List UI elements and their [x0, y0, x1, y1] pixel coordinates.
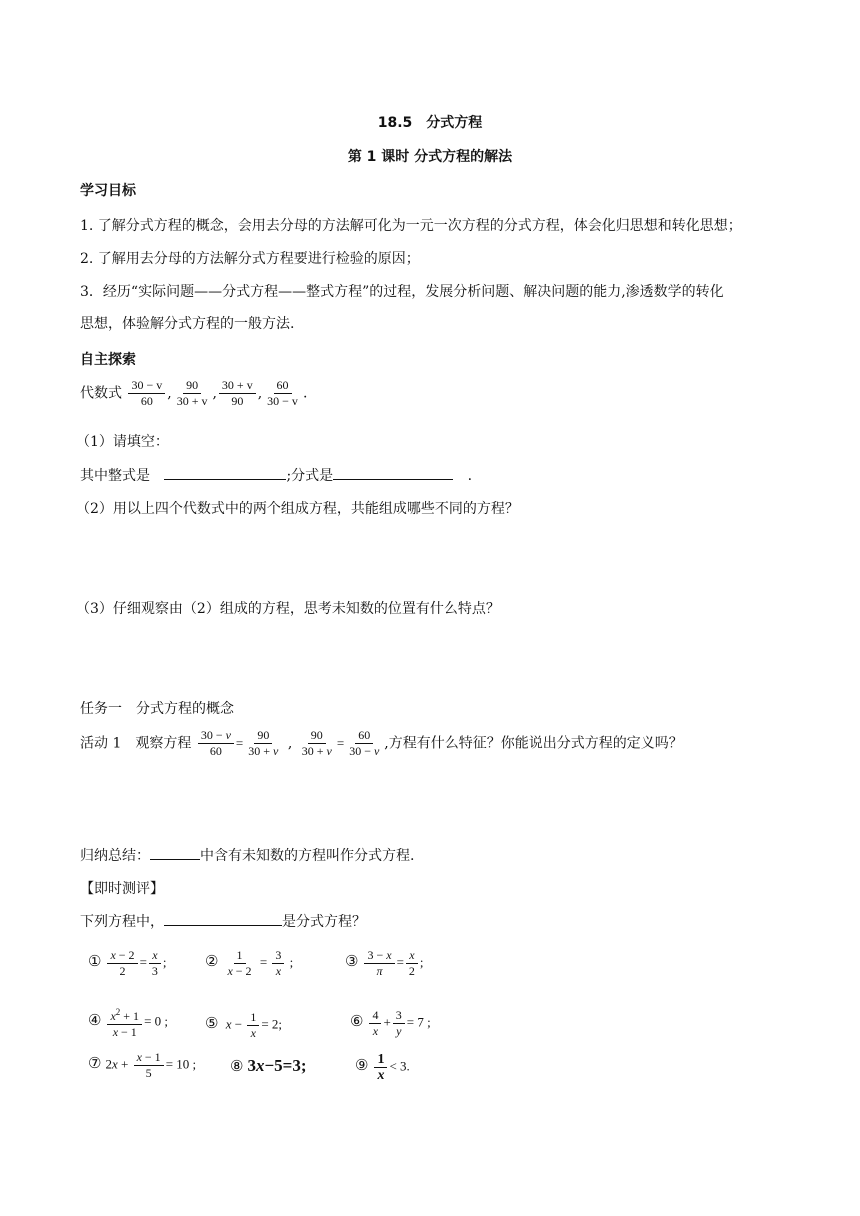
objective-item-2: 2. 了解用去分母的方法解分式方程要进行检验的原因；: [80, 251, 420, 267]
quiz-equation-5: ⑤ x − $\frac{1}{x}$ = 2;: [205, 1010, 283, 1040]
quiz-equation-3: ③ $\frac{3 - x}{\pi}$ = $\frac{x}{2}$ ;: [345, 948, 424, 978]
question-1: （1）请填空：: [76, 434, 169, 450]
summary-line: 归纳总结： 中含有未知数的方程叫作分式方程.: [80, 845, 414, 865]
objective-item-3: 3．经历“实际问题——分式方程——整式方程”的过程，发展分析问题、解决问题的能力,渗透数学的转化: [80, 284, 724, 300]
quiz-equation-1: ① $\frac{x - 2}{2}$ = $\frac{x}{3}$ ;: [88, 948, 167, 978]
expression-intro: 代数式: [80, 385, 122, 402]
question-2: （2）用以上四个代数式中的两个组成方程，共能组成哪些不同的方程？: [76, 501, 519, 517]
expression-fraction: $\frac{90}{30 + v}$: [176, 378, 208, 408]
question-3: （3）仔细观察由（2）组成的方程，思考未知数的位置有什么特点？: [76, 601, 500, 617]
question-1-fill-line: 其中整式是 ;分式是 .: [80, 465, 472, 485]
fraction-expr-blank[interactable]: [333, 465, 453, 480]
objectives-heading: 学习目标: [80, 183, 136, 199]
objective-item-1: 1. 了解分式方程的概念，会用去分母的方法解可化为一元一次方程的分式方程，体会化归思想和转化思想；: [80, 218, 742, 234]
expression-fraction: $\frac{30 - v}{60}$: [128, 378, 165, 409]
lesson-title: 第 1 课时 分式方程的解法: [347, 149, 513, 165]
expression-fraction: $\frac{30 + v}{90}$: [219, 378, 256, 409]
quiz-blank[interactable]: [164, 911, 282, 926]
expression-fraction: $\frac{60}{30 - v}$: [267, 378, 298, 408]
explore-heading: 自主探索: [80, 352, 136, 368]
quiz-equation-6: ⑥ $\frac{4}{x}$ + $\frac{3}{y}$ = 7 ;: [350, 1008, 431, 1038]
quiz-heading: 【即时测评】: [80, 881, 164, 897]
quiz-equation-9: ⑨ $\frac{1}{x}$ < 3.: [355, 1052, 410, 1083]
quiz-prompt: 下列方程中， 是分式方程？: [80, 911, 366, 931]
quiz-equation-8: ⑧ 3x−5=3;: [230, 1056, 307, 1075]
expression-list: 代数式 $\frac{30 - v}{60}$ , $\frac{90}{30 + v}$ , $\frac{30 + v}{90}$ , $\frac{60}{30 - v}$ .: [80, 378, 308, 408]
objective-item-3-cont: 思想，体验解分式方程的一般方法.: [80, 316, 295, 332]
activity-1: 活动 1 观察方程 $\frac{30 - v}{60}$ = $\frac{90}{30 + v}$ , $\frac{90}{30 + v}$ = $\frac{60}{30 - v}$ ,方程有什么特征？你能说出分式方程的定义吗？: [80, 728, 683, 758]
integral-expr-blank[interactable]: [164, 465, 286, 480]
quiz-equation-2: ② $\frac{1}{x - 2}$ = $\frac{3}{x}$ ;: [205, 948, 294, 978]
quiz-equation-4: ④ $\frac{x^2 + 1}{x - 1}$ = 0 ;: [88, 1007, 169, 1039]
task1-heading: 任务一 分式方程的概念: [80, 701, 234, 717]
quiz-equation-7: ⑦ 2x + $\frac{x - 1}{5}$ = 10 ;: [88, 1050, 197, 1080]
summary-blank[interactable]: [150, 845, 200, 860]
section-title: 18.5 分式方程: [377, 115, 483, 131]
